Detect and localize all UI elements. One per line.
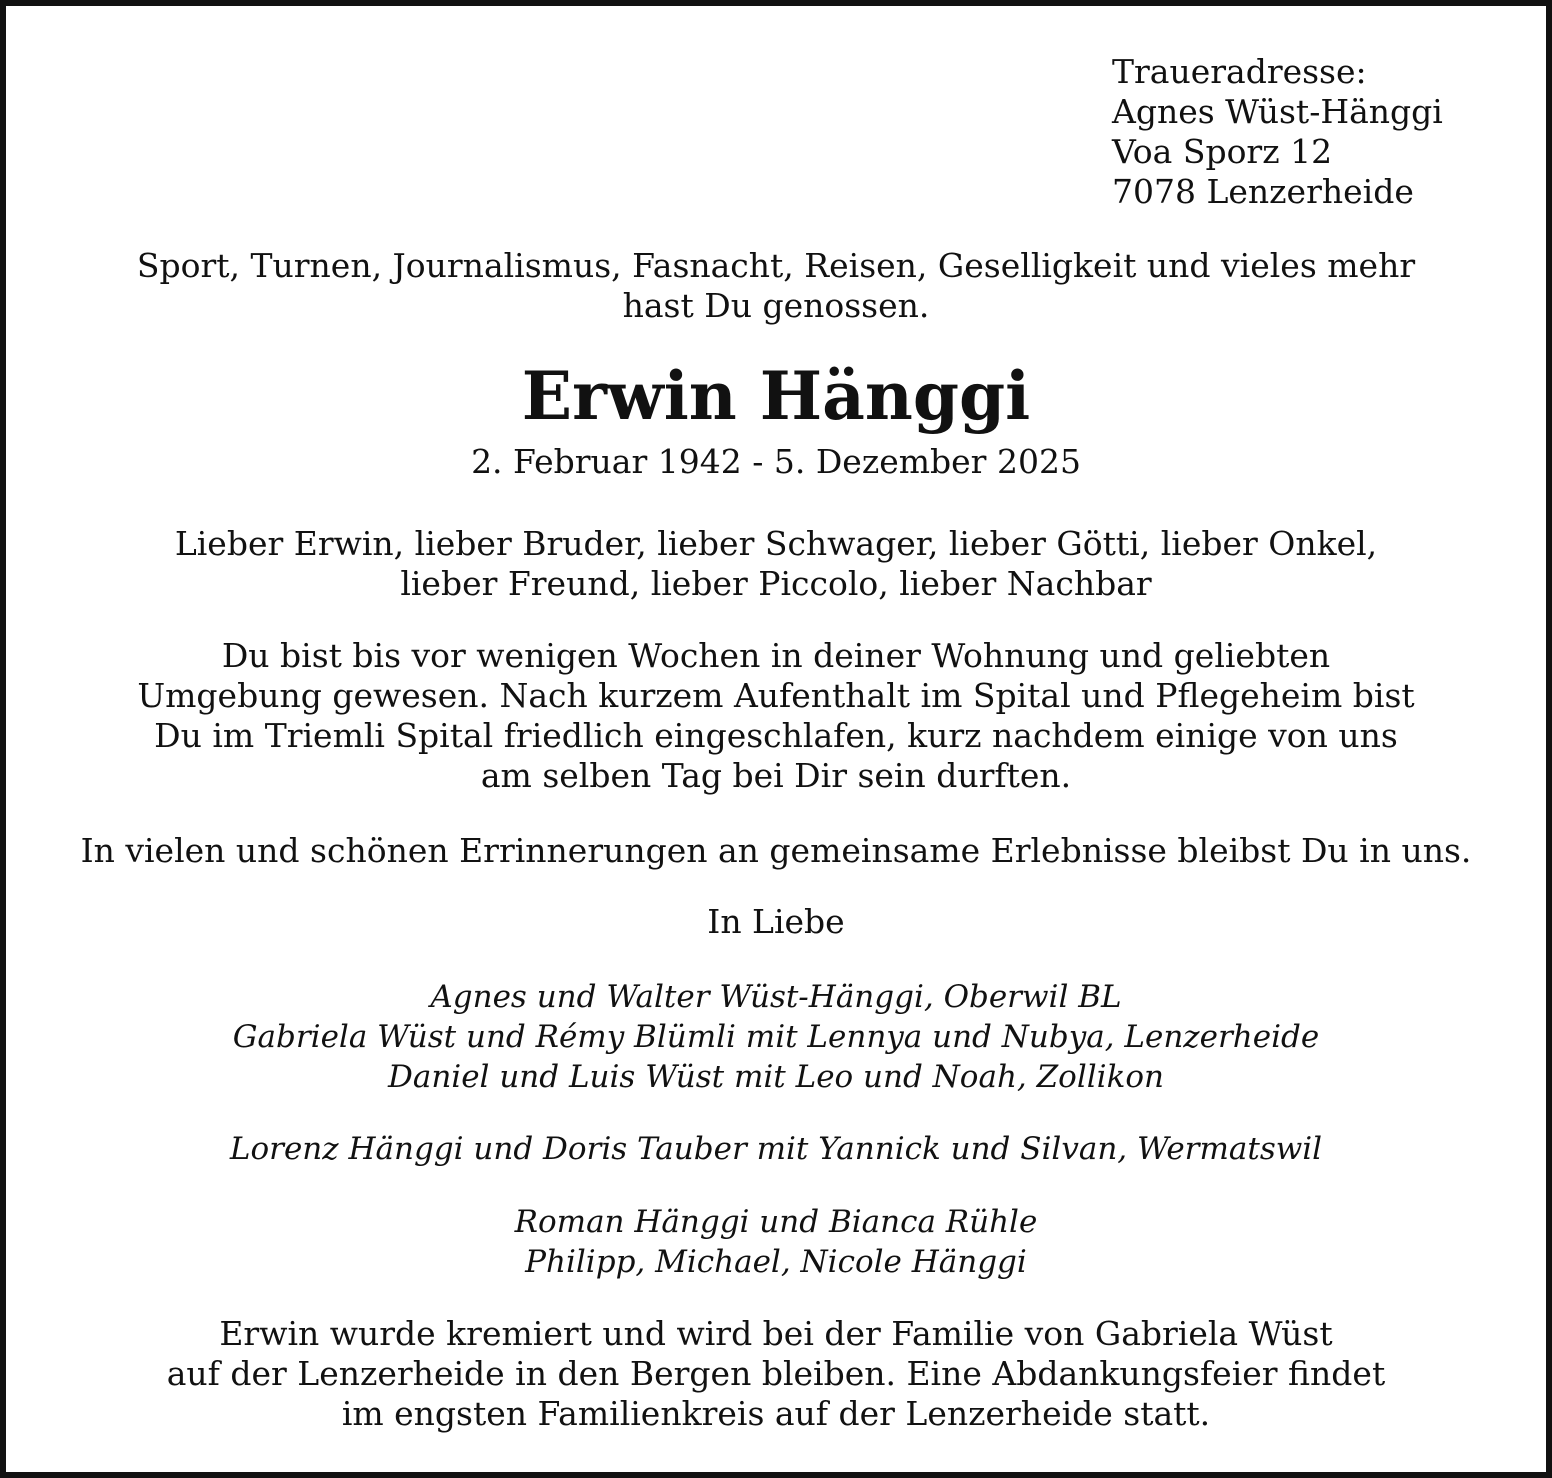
greeting-line: lieber Freund, lieber Piccolo, lieber Nachbar xyxy=(400,564,1152,603)
message-line: Du im Triemli Spital friedlich eingeschlafen, kurz nachdem einige von uns xyxy=(154,716,1398,755)
intro-text xyxy=(40,246,1512,326)
intro-line: hast Du genossen. xyxy=(622,286,930,325)
closing-text: In Liebe xyxy=(707,902,845,941)
address-city: 7078 Lenzerheide xyxy=(1112,172,1414,211)
family-group-1 xyxy=(40,977,1512,1097)
greeting-line: Lieber Erwin, lieber Bruder, lieber Schwager, lieber Götti, lieber Onkel, xyxy=(174,524,1378,563)
message-line: Du bist bis vor wenigen Wochen in deiner Wohnung und geliebten xyxy=(221,636,1331,675)
address-label: Traueradresse: xyxy=(1112,52,1367,91)
family-member: Agnes und Walter Wüst-Hänggi, Oberwil BL xyxy=(430,979,1122,1015)
address-street: Voa Sporz 12 xyxy=(1112,132,1333,171)
address-name: Agnes Wüst-Hänggi xyxy=(1112,92,1443,131)
greeting-text xyxy=(40,524,1512,604)
family-group-3 xyxy=(40,1202,1512,1282)
message-line: am selben Tag bei Dir sein durften. xyxy=(480,756,1072,795)
notice-line: auf der Lenzerheide in den Bergen bleiben. Eine Abdankungsfeier findet xyxy=(166,1354,1386,1393)
message-line: Umgebung gewesen. Nach kurzem Aufenthalt im Spital und Pflegeheim bist xyxy=(137,676,1415,715)
memories-text: In vielen und schönen Errinnerungen an gemeinsame Erlebnisse bleibst Du in uns. xyxy=(80,831,1472,870)
family-member: Philipp, Michael, Nicole Hänggi xyxy=(525,1244,1027,1280)
mourning-address xyxy=(1112,52,1443,212)
family-member: Daniel und Luis Wüst mit Leo und Noah, Zollikon xyxy=(388,1059,1164,1095)
life-dates: 2. Februar 1942 - 5. Dezember 2025 xyxy=(471,442,1081,481)
intro-line: Sport, Turnen, Journalismus, Fasnacht, Reisen, Geselligkeit und vieles mehr xyxy=(136,246,1416,285)
family-member: Gabriela Wüst und Rémy Blümli mit Lennya und Nubya, Lenzerheide xyxy=(232,1019,1320,1055)
notice-line: im engsten Familienkreis auf der Lenzerheide statt. xyxy=(341,1394,1211,1433)
family-group-2 xyxy=(40,1129,1512,1169)
deceased-name: Erwin Hänggi xyxy=(521,357,1031,435)
family-member: Roman Hänggi und Bianca Rühle xyxy=(514,1204,1038,1240)
funeral-notice xyxy=(40,1314,1512,1434)
notice-line: Erwin wurde kremiert und wird bei der Familie von Gabriela Wüst xyxy=(219,1314,1333,1353)
message-text xyxy=(40,636,1512,796)
family-member: Lorenz Hänggi und Doris Tauber mit Yannick und Silvan, Wermatswil xyxy=(229,1131,1323,1167)
